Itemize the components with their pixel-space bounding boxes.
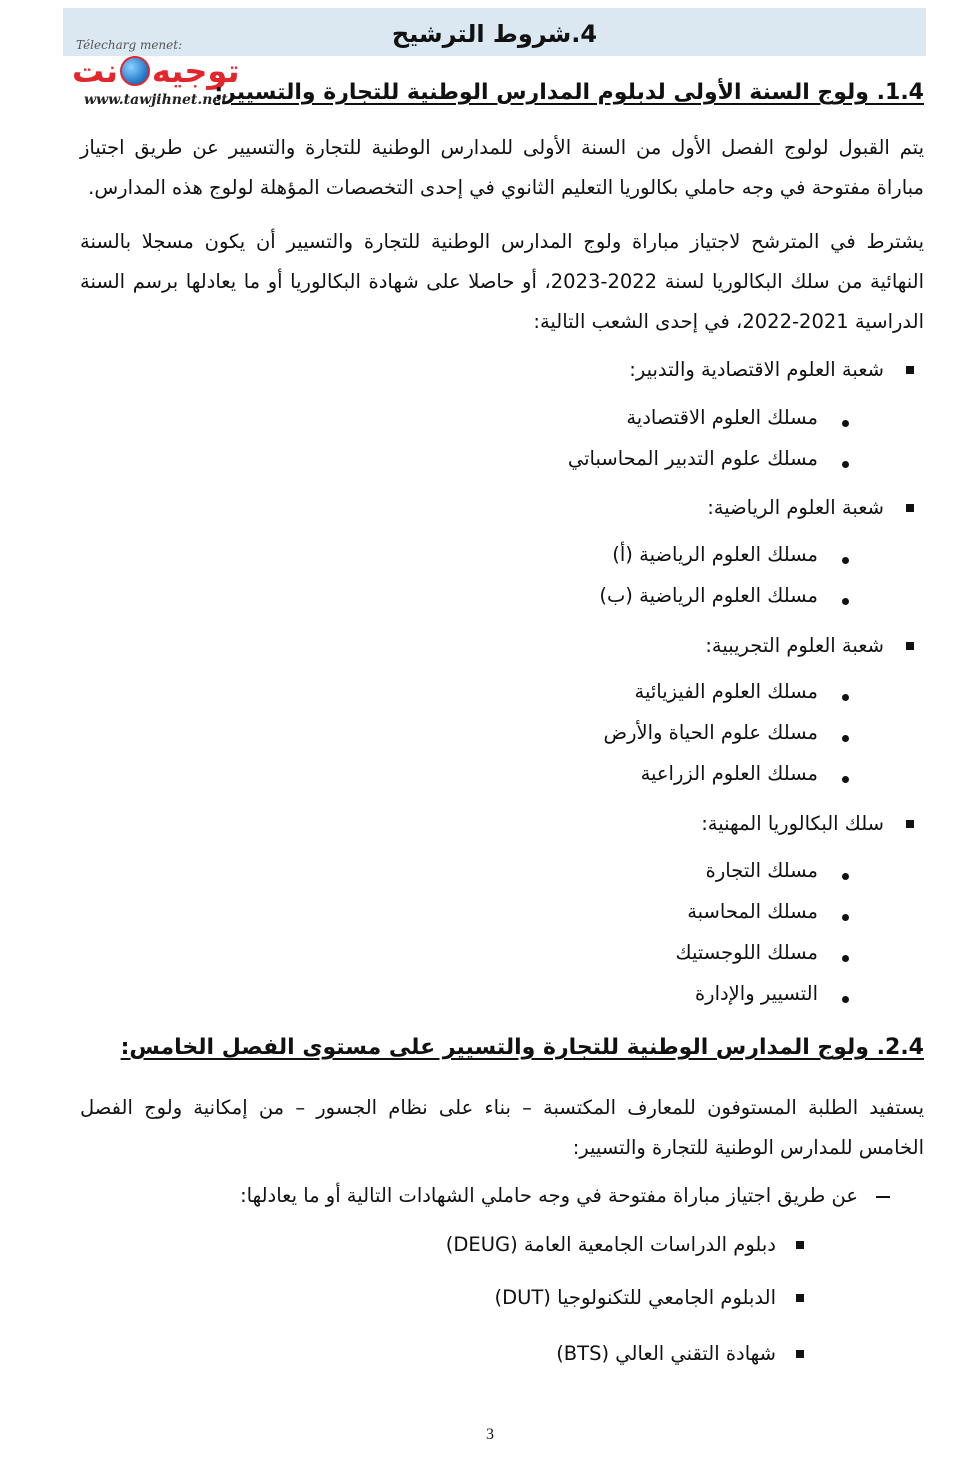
square-bullet-icon [906, 642, 914, 650]
square-bullet-icon [796, 1241, 804, 1249]
section-heading: 4.شروط الترشيح [391, 20, 598, 48]
square-bullet-icon [796, 1350, 804, 1358]
track-item: مسلك المحاسبة [687, 900, 818, 923]
dash-item: عن طريق اجتياز مباراة مفتوحة في وجه حاملي الشهادات التالية أو ما يعادلها: [240, 1184, 858, 1207]
bullet-icon [842, 420, 849, 427]
globe-icon [120, 56, 150, 86]
track-item: مسلك العلوم الرياضية (ب) [599, 584, 818, 607]
logo-brand-part-1: توجيه [151, 52, 240, 90]
logo-brand-part-2: نت [72, 52, 118, 90]
page-number: 3 [486, 1426, 494, 1443]
bullet-icon [842, 776, 849, 783]
bullet-icon [842, 461, 849, 468]
paragraph-3: يستفيد الطلبة المستوفون للمعارف المكتسبة – بناء على نظام الجسور – من إمكانية ولوج الفصل الخامس للمدارس الوطنية للتجارة والتسيير: [80, 1096, 924, 1159]
track-item: مسلك علوم التدبير المحاسباتي [567, 447, 818, 470]
track-item: مسلك علوم الحياة والأرض [603, 721, 818, 744]
square-bullet-icon [796, 1294, 804, 1302]
bullet-icon [842, 996, 849, 1003]
bullet-icon [842, 598, 849, 605]
subsection-title-1: 1.4. ولوج السنة الأولى لدبلوم المدارس الوطنية للتجارة والتسيير: [214, 80, 924, 105]
download-label: Télecharg menet: [76, 38, 183, 52]
paragraph-2: يشترط في المترشح لاجتياز مباراة ولوج المدارس الوطنية للتجارة والتسيير أن يكون مسجلا بالسنة النهائية من سلك البكالوريا لسنة 2022-2023، أو حاصلا على شهادة البكالوريا أو ما يعادلها برسم السنة الدراسية 2021-2022، في إحدى الشعب التالية: [80, 230, 924, 333]
branch-item: شعبة العلوم الرياضية: [707, 496, 884, 519]
track-item: مسلك العلوم الفيزيائية [634, 680, 818, 703]
bullet-icon [842, 914, 849, 921]
square-bullet-icon [906, 366, 914, 374]
paragraph-1: يتم القبول لولوج الفصل الأول من السنة الأولى للمدارس الوطنية للتجارة والتسيير عن طريق اجتياز مباراة مفتوحة في وجه حاملي بكالوريا التعليم الثانوي في إحدى التخصصات المؤهلة لولوج هذه المدارس. [80, 136, 924, 199]
track-item: مسلك العلوم الزراعية [640, 762, 818, 785]
square-bullet-icon [906, 504, 914, 512]
track-item: مسلك التجارة [705, 859, 818, 882]
track-item: مسلك العلوم الرياضية (أ) [612, 543, 818, 566]
track-item: مسلك اللوجستيك [675, 941, 818, 964]
dash-bullet-icon [876, 1196, 890, 1198]
track-item: مسلك العلوم الاقتصادية [626, 406, 818, 429]
track-item: التسيير والإدارة [694, 982, 818, 1005]
diploma-item: الدبلوم الجامعي للتكنولوجيا (DUT) [494, 1286, 776, 1309]
branch-item: سلك البكالوريا المهنية: [701, 812, 884, 835]
bullet-icon [842, 955, 849, 962]
branch-item: شعبة العلوم التجريبية: [705, 634, 884, 657]
diploma-item: دبلوم الدراسات الجامعية العامة (DEUG) [445, 1233, 776, 1256]
logo-site-url: www.tawjihnet.net [84, 92, 228, 108]
diploma-item: شهادة التقني العالي (BTS) [556, 1342, 776, 1365]
bullet-icon [842, 557, 849, 564]
bullet-icon [842, 694, 849, 701]
square-bullet-icon [906, 820, 914, 828]
subsection-title-2: 2.4. ولوج المدارس الوطنية للتجارة والتسيير على مستوى الفصل الخامس: [120, 1035, 924, 1060]
bullet-icon [842, 735, 849, 742]
bullet-icon [842, 873, 849, 880]
branch-item: شعبة العلوم الاقتصادية والتدبير: [629, 358, 884, 381]
